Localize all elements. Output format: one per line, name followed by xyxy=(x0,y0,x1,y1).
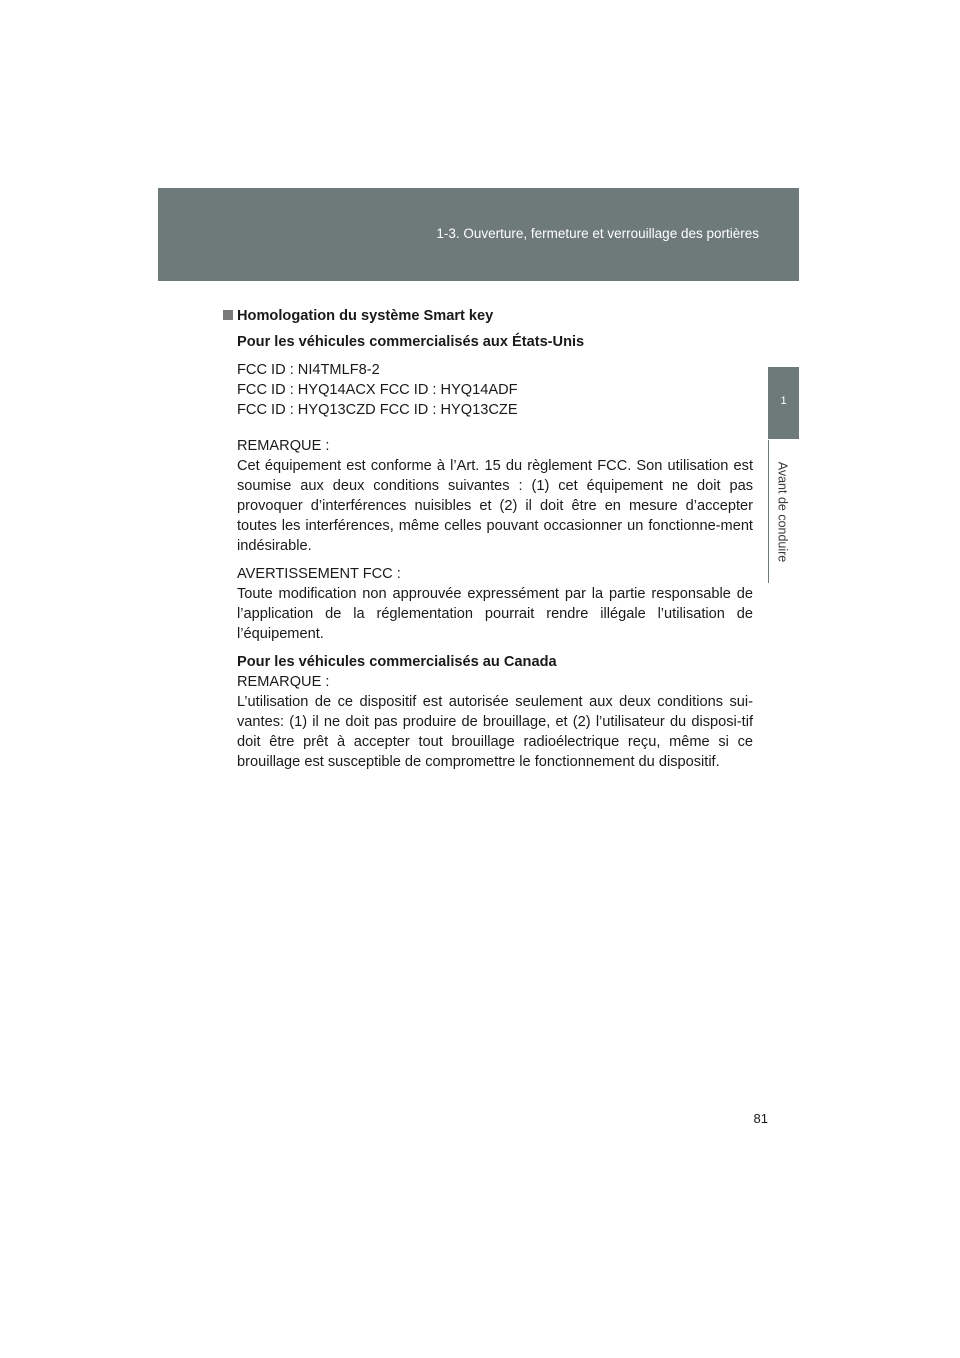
fcc-id-line: FCC ID : HYQ14ACX FCC ID : HYQ14ADF xyxy=(237,382,518,398)
remark-text: Cet équipement est conforme à l’Art. 15 du règlement FCC. Son utilisation est soumise aux deux conditions suivantes : (1) cet équipement ne doit pas provoquer d’interférences nuisibles et (2) il doit être en mesure d’accepter toutes les interférences, même celles pouvant occasionner un fonctionne-ment indésirable. xyxy=(237,458,753,554)
chapter-label-wrapper xyxy=(767,440,798,583)
chapter-number: 1 xyxy=(780,395,787,407)
page-content xyxy=(223,306,753,780)
chapter-title: 1-3. Ouverture, fermeture et verrouillage des portières xyxy=(436,226,759,241)
canada-remark-text: L’utilisation de ce dispositif est autorisée seulement aux deux conditions sui-vantes: (1) il ne doit pas produire de brouillage, et (2) l’utilisateur du disposi-tif doit être prêt à accepter tout brouillage radioélectrique reçu, même si ce brouillage est susceptible de compromettre le fonctionnement du dispositif. xyxy=(237,694,753,770)
section-title: Homologation du système Smart key xyxy=(237,308,494,324)
remark-paragraph xyxy=(237,436,753,556)
warning-paragraph xyxy=(237,564,753,644)
canada-remark-label: REMARQUE : xyxy=(237,674,330,690)
chapter-number-tab xyxy=(768,367,799,439)
us-heading: Pour les véhicules commercialisés aux États-Unis xyxy=(237,334,585,350)
warning-text: Toute modification non approuvée expressément par la partie responsable de l’application de la réglementation pourrait rendre illégale l’utilisation de l’équipement. xyxy=(237,586,753,642)
fcc-id-line: FCC ID : HYQ13CZD FCC ID : HYQ13CZE xyxy=(237,402,518,418)
square-bullet-icon xyxy=(223,310,233,320)
canada-paragraph xyxy=(237,652,753,772)
fcc-id-line: FCC ID : NI4TMLF8-2 xyxy=(237,362,380,378)
warning-label: AVERTISSEMENT FCC : xyxy=(237,566,401,582)
chapter-label: Avant de conduire xyxy=(775,461,790,562)
page-number: 81 xyxy=(753,1111,768,1126)
section-body xyxy=(223,332,753,772)
canada-heading: Pour les véhicules commercialisés au Canada xyxy=(237,654,557,670)
chapter-header-band xyxy=(158,188,799,281)
section-heading xyxy=(223,306,753,326)
remark-label: REMARQUE : xyxy=(237,438,330,454)
